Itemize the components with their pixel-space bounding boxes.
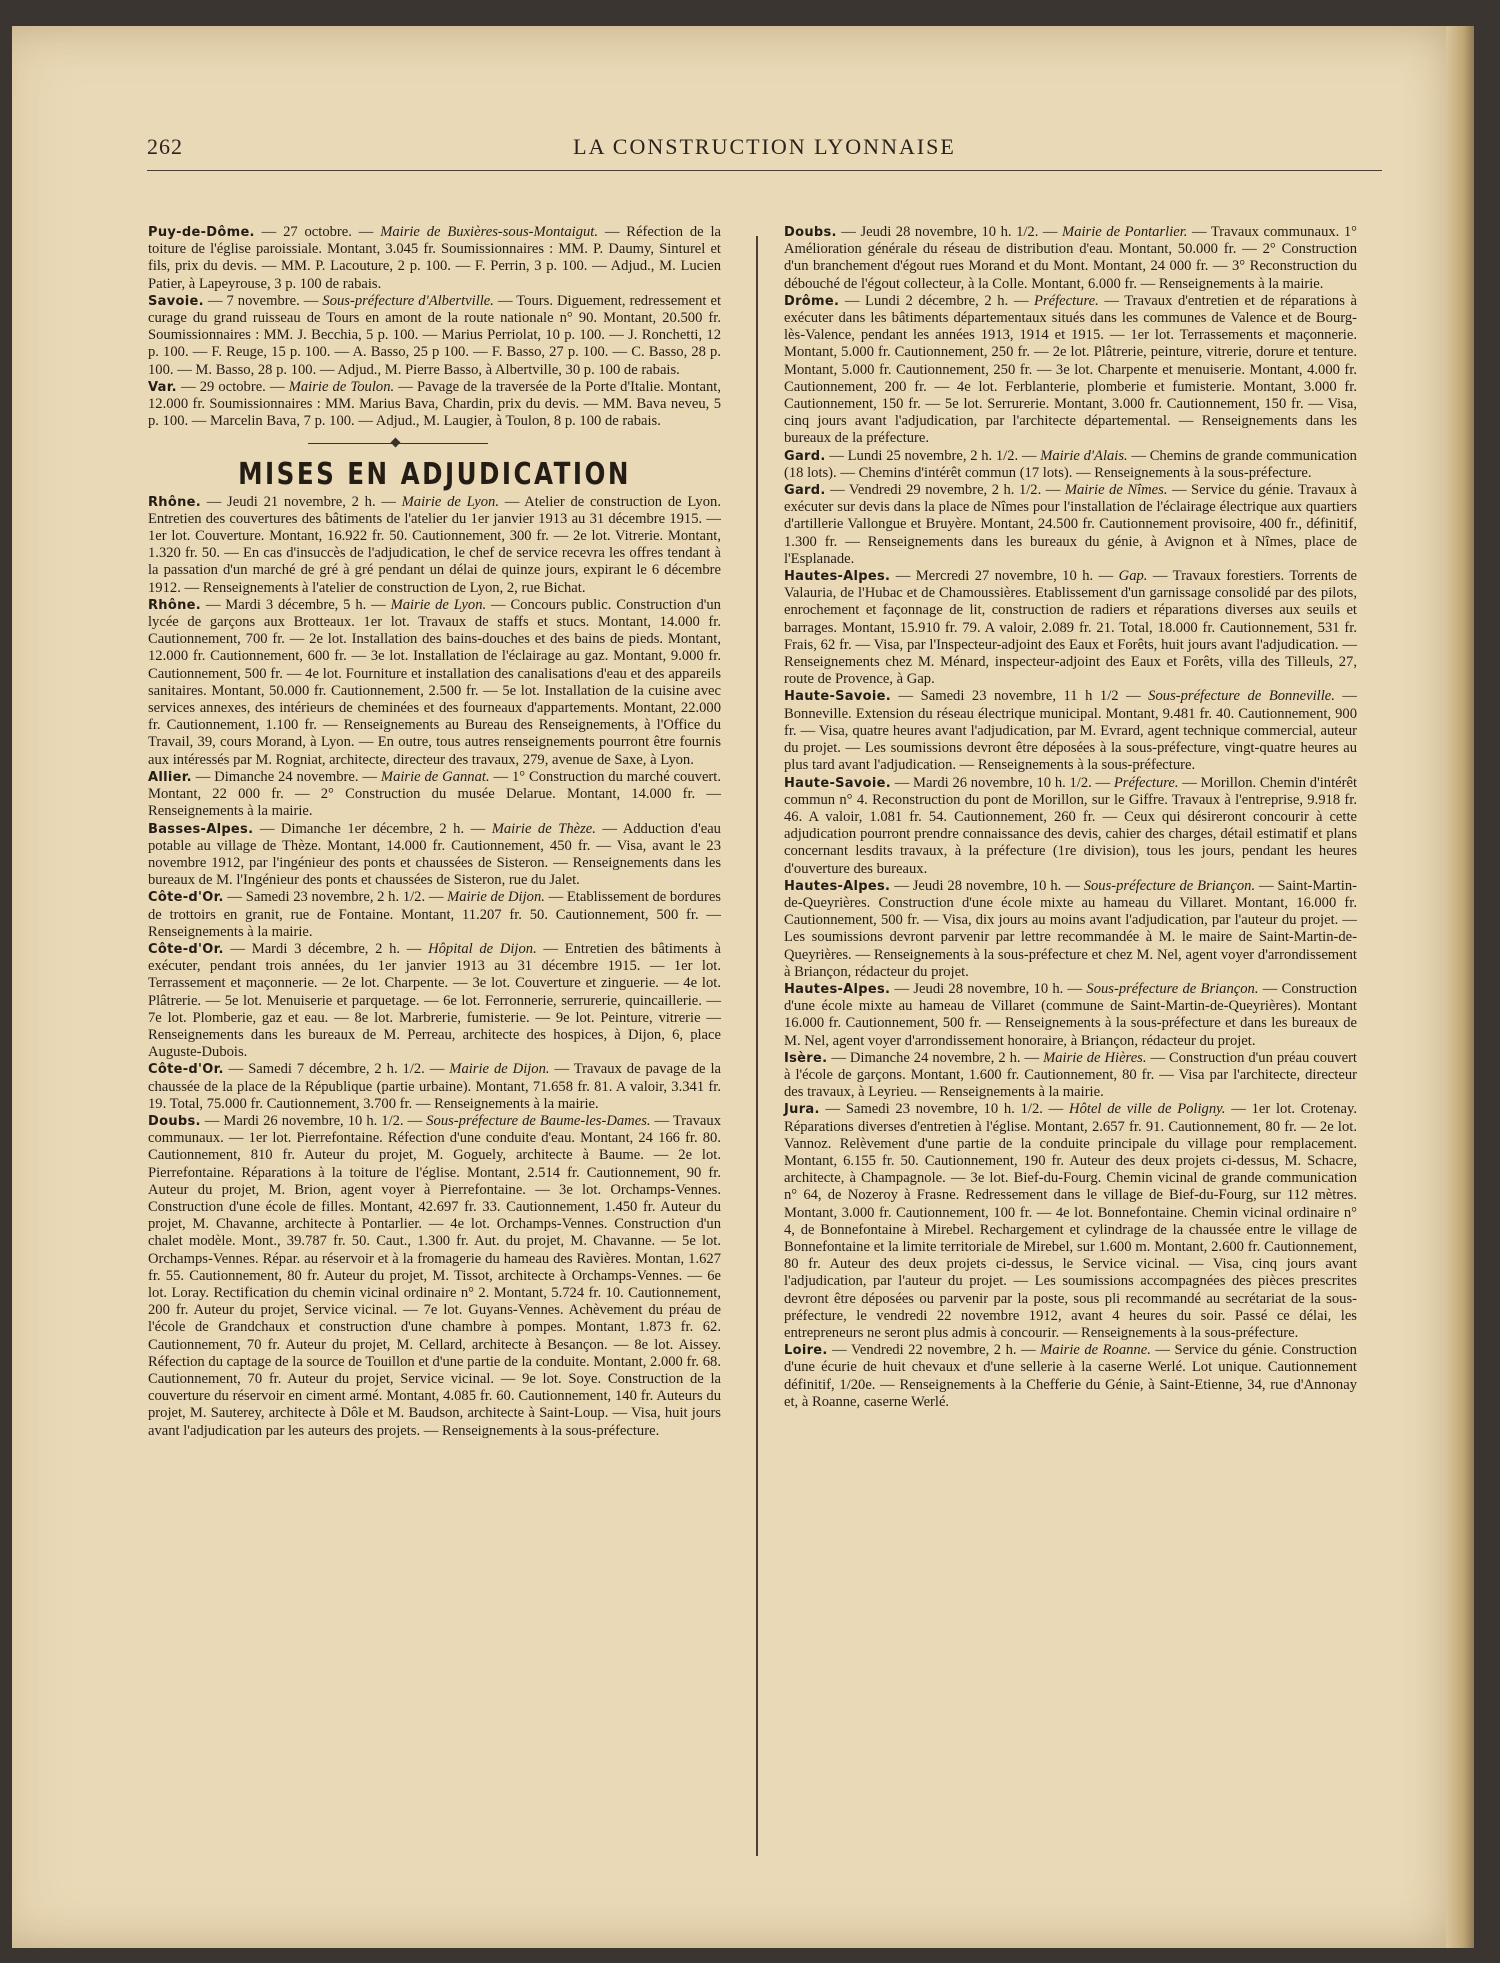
entry-authority: Mairie de Buxières-sous-Montaigut. [380,224,598,240]
entry-date: — 27 octobre. — [254,224,381,240]
entry-date: — Lundi 25 novembre, 2 h. 1/2. — [825,447,1041,464]
department-name: Basses-Alpes. [148,821,254,837]
entry-date: — Lundi 2 décembre, 2 h. — [839,292,1035,309]
entry-date: — Mardi 26 novembre, 10 h. 1/2. — [200,1112,427,1129]
entry-text: — Travaux d'entretien et de réparations à exécuter dans les bâtiments départementaux situés dans les communes de Valence et de Bourg-lès-Valence, pendant les années 1913, 1914 et 1915. — 1er lot. Terrassements et maçonnerie. Montant, 5.000 fr. Cautionnement, 250 fr. — 2e lot. Plâtrerie, peinture, vitrerie, dorure et tenture. Montant, 5.000 fr. Cautionnement, 250 fr. — 3e lot. Charpente et menuiserie. Montant, 4.000 fr. Cautionnement, 200 fr. — 4e lot. Ferblanterie, plomberie et fumisterie. Montant, 3.000 fr. Cautionnement, 150 fr. — 5e lot. Serrurerie. Montant, 3.000 fr. Cautionnement, 150 fr. — Visa, cinq jours avant l'adjudication, par l'architecte départemental. — Renseignements dans les bureaux de la préfecture. [784,292,1357,447]
entry-text: — Bonneville. Extension du réseau électrique municipal. Montant, 9.481 fr. 40. Cautionnement, 900 fr. — Visa, quatre heures avant l'adjudication, par M. Evrard, agent technique commercial, auteur du projet. — Les soumissions devront être déposées à la sous-préfecture, vingt-quatre heures au plus tard avant l'adjudication. — Renseignements à la sous-préfecture. [784,688,1357,774]
entry-authority: Hôpital de Dijon. [428,940,537,957]
entry-authority: Sous-préfecture de Baume-les-Dames. [426,1112,651,1129]
entry-text: — Morillon. Chemin d'intérêt commun n° 4. Reconstruction du pont de Morillon, sur le Giffre. Travaux à l'entreprise, 9.918 fr. 46. A valoir, 1.081 fr. 54. Cautionnement, 260 fr. — Ceux qui désireront concourir à cette adjudication pourront prendre connaissance des devis, cahier des charges, détail estimatif et plans concernant lesdits travaux, à la préfecture (1re division), tous les jours, pendant les heures d'ouverture des bureaux. [784,774,1358,877]
entry-text: — Chemins de grande communication (18 lots). — Chemins d'intérêt commun (17 lots). — Renseignements à la sous-préfecture. [784,447,1357,481]
entry-date: — Samedi 23 novembre, 2 h. 1/2. — [223,889,448,906]
entry-authority: Mairie de Lyon. [401,493,499,510]
tender-entry [784,293,1357,448]
department-name: Isère. [784,1050,828,1066]
right-column [784,224,1357,1864]
department-name: Gard. [784,483,826,499]
entry-authority: Mairie de Pontarlier. [1062,224,1188,240]
entry-text: — Concours public. Construction d'un lycée de garçons aux Brotteaux. 1er lot. Travaux de staffs et stucs. Montant, 14.000 fr. Cautionnement, 700 fr. — 2e lot. Installation des bains-douches et des bains de pieds. Montant, 12.000 fr. Cautionnement, 600 fr. — 3e lot. Installation de l'éclairage au gaz. Montant, 9.000 fr. Cautionnement, 500 fr. — 4e lot. Fourniture et installation des canalisations d'eau et des appareils sanitaires. Montant, 50.000 fr. Cautionnement, 2.500 fr. — 5e lot. Installation de la cuisine avec services annexes, des intérieurs de cheminées et des fourneaux d'appartements. Montant, 22.000 fr. Cautionnement, 1.100 fr. — Renseignements au Bureau des Renseignements, à l'Office du Travail, 39, cours Morand, à Lyon. — En outre, tous autres renseignements pourront être fournis aux intéressés par M. Rogniat, architecte, directeur des travaux, 279, avenue de Saxe, à Lyon. [148,596,721,768]
entry-text: — Travaux forestiers. Torrents de Valauria, de l'Hubac et de Chamoussières. Etablissement d'un garnissage consolidé par des pilots, enrochement et façonnage de lit, construction de radiers et réparations diverses aux seuils et barrages. Montant, 15.910 fr. 79. A valoir, 2.089 fr. 21. Total, 18.000 fr. Cautionnement, 531 fr. Frais, 62 fr. — Visa, par l'Inspecteur-adjoint des Eaux et Forêts, huit jours avant l'adjudication. — Renseignements chez M. Ménard, inspecteur-adjoint des Eaux et Forêts, villa des Tilleuls, 27, route de Provence, à Gap. [784,568,1357,688]
entry-date: — Mardi 26 novembre, 10 h. 1/2. — [891,774,1114,791]
tender-entry [148,821,721,890]
entry-authority: Sous-préfecture de Briançon. [1083,877,1256,894]
department-name: Var. [148,379,177,395]
department-name: Puy-de-Dôme. [148,225,255,240]
entry-authority: Mairie de Gannat. [380,768,490,785]
entry-text: — Service du génie. Travaux à exécuter sur devis dans la place de Nîmes pour l'installation de l'éclairage électrique aux quartiers d'artillerie Vallongue et Bruyère. Montant, 24.500 fr. Cautionnement provisoire, 400 fr., définitif, 1.300 fr. — Renseignements dans les bureaux du génie, à Avignon et à Nîmes, place de l'Esplanade. [784,482,1357,567]
entry-text: — Travaux communaux. 1° Amélioration générale du réseau de distribution d'eau. Montant, 50.000 fr. — 2° Construction d'un branchement d'égout rues Morand et du Mont. Montant, 24 000 fr. — 3° Reconstruction du débouché de l'égout collecteur, à la Colle. Montant, 6.000 fr. — Renseignements à la mairie. [784,224,1357,292]
column-divider [756,236,758,1856]
entry-date: — Jeudi 28 novembre, 10 h. 1/2. — [836,224,1063,240]
entry-authority: Mairie de Hières. [1043,1049,1147,1066]
entry-text: — Adduction d'eau potable au village de Thèze. Montant, 14.000 fr. Cautionnement, 450 fr. — Visa, avant le 23 novembre 1912, par l'ingénieur des ponts et chaussées de Sisteron. — Renseignements dans les bureaux de M. l'Ingénieur des ponts et chaussées de Sisteron, rue du Jalet. [148,820,721,889]
department-name: Côte-d'Or. [148,1062,224,1078]
department-name: Gard. [784,448,826,464]
department-name: Jura. [784,1102,820,1118]
entry-date: — Mardi 3 décembre, 2 h. — [223,940,429,957]
entry-date: — Dimanche 24 novembre. — [191,768,381,785]
entry-authority: Mairie de Roanne. [1040,1342,1151,1359]
tender-entry [784,981,1357,1050]
running-head [147,134,1382,171]
tender-entry [148,941,721,1061]
tender-entry [148,1113,721,1440]
newspaper-page [12,26,1474,1948]
entry-authority: Préfecture. [1113,774,1179,791]
entry-authority: Préfecture. [1034,292,1099,309]
entry-authority: Mairie de Lyon. [390,596,487,613]
tender-entry [784,1050,1357,1102]
left-column [148,224,721,1864]
entry-text: — Atelier de construction de Lyon. Entretien des couvertures des bâtiments de l'atelier du 1er janvier 1913 au 31 décembre 1915. — 1er lot. Couverture. Montant, 16.922 fr. 50. Cautionnement, 300 fr. — 2e lot. Vitrerie. Montant, 1.320 fr. 50. — En cas d'insuccès de l'adjudication, le chef de service recevra les offres tendant à la passation d'un marché de gré à gré pendant un délai de quinze jours, expirant le 6 décembre 1912. — Renseignements à l'atelier de construction de Lyon, 2, rue Bichat. [148,493,721,596]
department-name: Rhône. [148,494,202,510]
department-name: Doubs. [784,225,837,240]
tender-entry [784,224,1357,293]
entry-text: — Tours. Diguement, redressement et curage du grand ruisseau de Tours en amont de la route nationale n° 90. Montant, 20.500 fr. Soumissionnaires : MM. J. Becchia, 5 p. 100. — Marius Perriolat, 10 p. 100. — J. Ronchetti, 12 p. 100. — F. Reuge, 15 p. 100. — A. Basso, 25 p 100. — F. Basso, 27 p. 100. — C. Basso, 28 p. 100. — M. Basso, 28 p. 100. — Adjud., M. Pierre Basso, à Albertville, 30 p. 100 de rabais. [148,292,722,378]
department-name: Allier. [148,769,192,785]
department-name: Drôme. [784,293,840,309]
entry-date: — Dimanche 1er décembre, 2 h. — [253,820,492,837]
section-heading: MISES EN ADJUDICATION [238,457,631,493]
tender-entry [784,1342,1357,1411]
entry-text: — Service du génie. Construction d'une écurie de huit chevaux et d'une sellerie à la caserne Werlé. Lot unique. Cautionnement définitif, 1/20e. — Renseignements à la Chefferie du Génie, à Saint-Etienne, 34, rue d'Annonay et, à Roanne, caserne Werlé. [784,1342,1357,1410]
result-entry [148,293,721,379]
entry-authority: Gap. [1118,568,1148,585]
entry-text: — Saint-Martin-de-Queyrières. Construction d'une école mixte au hameau du Villaret. Montant, 16.000 fr. Cautionnement, 500 fr. — Visa, dix jours au moins avant l'adjudication, par l'auteur du projet. — Les soumissions devront parvenir par lettre recommandée à M. le maire de Saint-Martin-de-Queyrières. — Renseignements à la sous-préfecture et chez M. Nel, agent voyer d'arrondissement à Briançon, rédacteur du projet. [784,877,1357,980]
entry-text: — Réfection de la toiture de l'église paroissiale. Montant, 3.045 fr. Soumissionnaires : MM. P. Daumy, Sinturel et fils, prix du devis. — MM. P. Lacouture, 2 p. 100. — F. Perrin, 3 p. 100. — Adjud., M. Lucien Patier, à Lapeyrouse, 3 p. 100 de rabais. [148,224,721,292]
tender-entry [784,482,1357,568]
entry-authority: Mairie d'Alais. [1040,447,1128,464]
department-name: Hautes-Alpes. [784,569,891,585]
entry-date: — 7 novembre. — [203,292,323,309]
department-name: Rhône. [148,597,202,613]
entry-date: — Jeudi 21 novembre, 2 h. — [201,493,402,510]
entry-authority: Mairie de Toulon. [288,378,395,395]
entry-authority: Mairie de Nîmes. [1064,482,1168,499]
entry-text: — 1er lot. Crotenay. Réparations diverses d'entretien à l'église. Montant, 2.657 fr. 91. Cautionnement, 80 fr. — 2e lot. Vannoz. Relèvement d'une partie de la conduite principale du village pour remplacement. Montant, 6.155 fr. 50. Cautionnement, 190 fr. Auteur des deux projets ci-dessus, M. Schacre, architecte, à Champagnole. — 3e lot. Bief-du-Fourg. Chemin vicinal de grande communication n° 64, de Nozeroy à Frasne. Redressement dans le village de Bief-du-Fourg, sur 112 mètres. Montant, 3.000 fr. Cautionnement, 100 fr. — 4e lot. Bonnefontaine. Chemin vicinal ordinaire n° 4, de Bonnefontaine à Mirebel. Rechargement et cylindrage de la chaussée entre le village de Bonnefontaine et la limite territoriale de Mirebel, sur 1.600 m. Montant, 2.600 fr. Cautionnement, 80 fr. Auteur des deux projets ci-dessus, le Service vicinal. — Visa, cinq jours avant l'adjudication, par l'auteur du projet. — Les soumissions accompagnées des pièces prescrites devront être déposées ou parvenir par la poste, sous pli recommandé au secrétariat de la sous-préfecture, le vendredi 22 novembre 1912, avant 4 heures du soir. Passé ce délai, les entrepreneurs ne seront plus admis à concourir. — Renseignements à la sous-préfecture. [784,1101,1358,1341]
entry-authority: Sous-préfecture d'Albertville. [322,292,494,309]
page-edge [1446,26,1474,1948]
tender-entry [148,597,721,769]
entry-text: — Travaux de pavage de la chaussée de la place de la République (partie urbaine). Montant, 71.658 fr. 81. A valoir, 3.341 fr. 19. Total, 75.000 fr. Cautionnement, 3.700 fr. — Renseignements à la mairie. [148,1061,722,1112]
tender-entry [148,494,721,597]
result-entry [148,379,721,431]
department-name: Hautes-Alpes. [784,878,891,894]
journal-title: LA CONSTRUCTION LYONNAISE [573,134,956,159]
department-name: Loire. [784,1343,828,1359]
entry-text: — 1° Construction du marché couvert. Montant, 22 000 fr. — 2° Construction du musée Delarue. Montant, 14.000 fr. — Renseignements à la mairie. [148,768,721,820]
tender-entry [784,878,1357,981]
entry-text: — Pavage de la traversée de la Porte d'Italie. Montant, 12.000 fr. Soumissionnaires : MM. Marius Bava, Chardin, prix du devis. — MM. Bava neveu, 5 p. 100. — Marcelin Bava, 7 p. 100. — Adjud., M. Laugier, à Toulon, 8 p. 100 de rabais. [148,378,721,430]
department-name: Côte-d'Or. [148,890,224,906]
tender-entry [148,769,721,821]
entry-authority: Sous-préfecture de Bonneville. [1148,688,1335,705]
entry-text: — Entretien des bâtiments à exécuter, pendant trois années, du 1er janvier 1913 au 31 décembre 1915. — 1er lot. Terrassement et maçonnerie. — 2e lot. Charpente. — 3e lot. Couverture et zinguerie. — 4e lot. Plâtrerie. — 5e lot. Menuiserie et parquetage. — 6e lot. Ferronnerie, serrurerie, quincaillerie. — 7e lot. Plomberie, gaz et eau. — 8e lot. Marbrerie, fumisterie. — 9e lot. Peinture, vitrerie — Renseignements dans les bureaux de M. Perreau, architecte des hospices, à Dijon, 6, place Auguste-Dubois. [148,940,721,1061]
tender-entry [784,775,1357,878]
entry-text: — Construction d'une école mixte au hameau de Villaret (commune de Saint-Martin-de-Queyrières). Montant 16.000 fr. Cautionnement, 500 fr. — Renseignements à la sous-préfecture et dans les bureaux de M. Nel, agent voyer d'arrondissement honoraire, à Briançon, rédacteur du projet. [784,980,1357,1049]
entry-date: — Vendredi 29 novembre, 2 h. 1/2. — [825,482,1065,499]
page-number: 262 [147,134,183,159]
entry-date: — Samedi 7 décembre, 2 h. 1/2. — [223,1061,450,1078]
tender-entry [784,688,1357,774]
entry-date: — 29 octobre. — [176,378,289,395]
entry-date: — Samedi 23 novembre, 11 h 1/2 — [891,688,1149,705]
entry-authority: Mairie de Dijon. [447,889,545,906]
entry-authority: Sous-préfecture de Briançon. [1086,980,1259,997]
result-entry [148,224,721,293]
entry-date: — Mercredi 27 novembre, 10 h. — [890,568,1119,585]
section-divider [148,434,721,456]
tender-entry [784,448,1357,482]
department-name: Savoie. [148,293,204,309]
entry-authority: Mairie de Dijon. [449,1061,550,1078]
department-name: Côte-d'Or. [148,941,224,957]
tender-entry [784,1101,1357,1342]
entry-text: — Travaux communaux. — 1er lot. Pierrefontaine. Réfection d'une conduite d'eau. Montant, 24 166 fr. 80. Cautionnement, 810 fr. Auteur du projet, M. Goguely, architecte à Baume. — 2e lot. Pierrefontaine. Réparations à la toiture de l'église. Montant, 2.514 fr. Cautionnement, 90 fr. Auteur du projet, M. Brion, agent voyer à Pierrefontaine. — 3e lot. Orchamps-Vennes. Construction d'une école de filles. Montant, 42.697 fr. 33. Cautionnement, 1.450 fr. Auteur du projet, M. Chavanne, architecte à Pontarlier. — 4e lot. Orchamps-Vennes. Construction d'un chalet modèle. Mont., 39.787 fr. 50. Caut., 1.300 fr. Aut. du projet, M. Chavanne. — 5e lot. Orchamps-Vennes. Répar. au réservoir et à la fromagerie du hameau des Ravières. Montan, 1.627 fr. 55. Cautionnement, 80 fr. Auteur du projet, M. Tissot, architecte à Orchamps-Vennes. — 6e lot. Loray. Rectification du chemin vicinal ordinaire n° 2. Montant, 5.724 fr. 10. Cautionnement, 200 fr. Auteur du projet, Service vicinal. — 7e lot. Guyans-Vennes. Achèvement du préau de l'école de Grandchaux et construction d'une chambre à pompes. Montant, 1.873 fr. 62. Cautionnement, 70 fr. Auteur du projet, M. Cellard, architecte à Besançon. — 8e lot. Aissey. Réfection du captage de la source de Touillon et d'une partie de la conduite. Montant, 2.000 fr. 68. Cautionnement, 70 fr. Auteur du projet, Service vicinal. — 9e lot. Soye. Construction de la couverture du réservoir en ciment armé. Montant, 4.085 fr. 60. Cautionnement, 140 fr. Auteurs du projet, M. Sauterey, architecte à Dôle et M. Baudson, architecte à Saint-Loup. — Visa, huit jours avant l'adjudication par les auteurs des projets. — Renseignements à la sous-préfecture. [148,1112,722,1439]
entry-date: — Jeudi 28 novembre, 10 h. — [890,877,1084,894]
entry-text: — Etablissement de bordures de trottoirs en granit, rue de Fontaine. Montant, 11.207 fr. 50. Cautionnement, 500 fr. — Renseignements à la mairie. [148,889,721,940]
entry-date: — Samedi 23 novembre, 10 h. 1/2. — [819,1101,1070,1118]
entry-authority: Hôtel de ville de Poligny. [1069,1101,1226,1118]
entry-date: — Jeudi 28 novembre, 10 h. — [890,980,1087,997]
tender-entry [148,889,721,941]
tender-entry [784,568,1357,688]
entry-text: — Construction d'un préau couvert à l'école de garçons. Montant, 1.600 fr. Cautionnement, 80 fr. — Visa par l'architecte, directeur des travaux, à Leyrieu. — Renseignements à la mairie. [784,1049,1357,1101]
department-name: Haute-Savoie. [784,775,891,791]
entry-authority: Mairie de Thèze. [491,820,596,837]
department-name: Haute-Savoie. [784,689,891,705]
entry-date: — Vendredi 22 novembre, 2 h. — [827,1342,1041,1359]
department-name: Hautes-Alpes. [784,981,891,997]
entry-date: — Dimanche 24 novembre, 2 h. — [827,1049,1044,1066]
department-name: Doubs. [148,1113,201,1129]
tender-entry [148,1061,721,1113]
entry-date: — Mardi 3 décembre, 5 h. — [201,596,391,613]
